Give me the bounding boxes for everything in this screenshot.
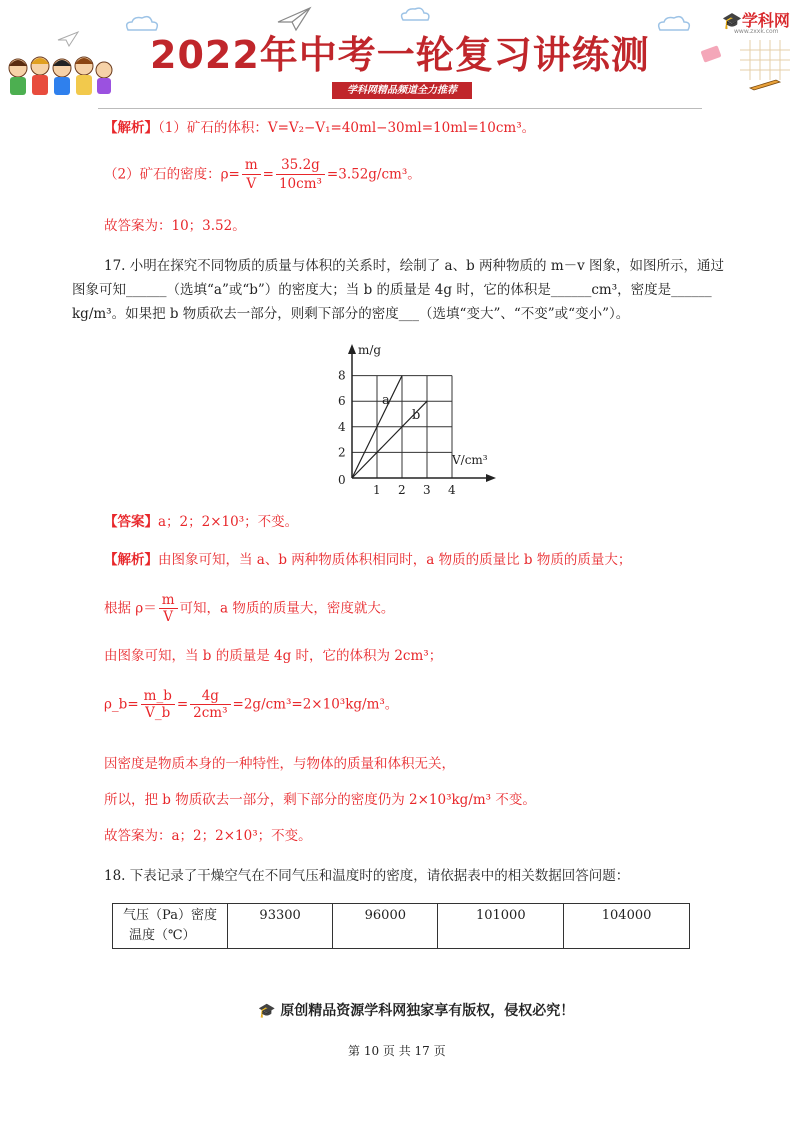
solution17-line3: 由图象可知，当 b 的质量是 4g 时，它的体积为 2cm³； xyxy=(104,648,443,664)
solution17-line4: ρ_b= $\frac{m\_b}{V\_b}$ = $\frac{4g}{\text{2cm³}}$ =2g/cm³=2×10³kg/m³。 xyxy=(104,688,399,721)
rho-b-formula: $\frac{m\_b}{V\_b}$ xyxy=(141,688,175,721)
density-calc: $\frac{35.2g}{\text{10cm³}}$ xyxy=(276,156,325,193)
header-divider xyxy=(98,108,702,109)
solution-tag: 【解析】 xyxy=(104,120,158,136)
solution17-line2: 根据 ρ＝ $\frac{m}{V}$ 可知，a 物质的质量大，密度就大。 xyxy=(104,592,395,625)
density-formula: $\frac{m}{V}$ xyxy=(242,156,261,193)
question17-line1: 17. 小明在探究不同物质的质量与体积的关系时，绘制了 a、b 两种物质的 m－v 图象，如图所示，通过 xyxy=(104,258,725,274)
question18-line1: 18. 下表记录了干燥空气在不同气压和温度时的密度，请依据表中的相关数据回答问题： xyxy=(104,868,630,884)
rho-b-calc: $\frac{4g}{\text{2cm³}}$ xyxy=(190,688,230,721)
solution16-answer: 故答案为：10；3.52。 xyxy=(104,218,246,234)
y-tick-label: 6 xyxy=(338,394,346,409)
origin-label: 0 xyxy=(338,473,346,487)
answer17: 【答案】a；2；2×10³；不变。 xyxy=(104,514,299,530)
question17-line3: kg/m³。如果把 b 物质砍去一部分，则剩下部分的密度___（选填“变大”、“不变”或“变小”）。 xyxy=(72,306,630,322)
mv-graph xyxy=(330,340,510,500)
solution16-line2: （2）矿石的密度：ρ= $\frac{m}{V}$ = $\frac{35.2g}{\text{10cm³}}$ =3.52g/cm³。 xyxy=(104,157,421,192)
header-title: 2022年中考一轮复习讲练测 xyxy=(150,33,650,77)
x-axis-arrow xyxy=(486,474,496,482)
site-logo: 🎓学科网 xyxy=(722,11,790,30)
solution16-line1: 【解析】（1）矿石的体积：V=V₂−V₁=40ml−30ml=10ml=10cm³。 xyxy=(104,120,536,136)
table-cell: 104000 xyxy=(564,904,690,949)
y-axis-arrow xyxy=(348,344,356,354)
density-table xyxy=(112,903,690,949)
y-tick-label: 8 xyxy=(338,368,346,383)
page-number: 第 10 页 共 17 页 xyxy=(348,1044,446,1058)
graduation-cap-icon: 🎓 xyxy=(722,11,742,30)
x-tick-label: 1 xyxy=(373,483,381,497)
grid-decoration xyxy=(740,40,790,80)
site-url: www.zxxk.com xyxy=(734,28,779,35)
rho-formula: $\frac{m}{V}$ xyxy=(159,592,178,625)
x-tick-label: 4 xyxy=(448,483,456,497)
copyright-notice: 🎓 原创精品资源学科网独家享有版权，侵权必究！ xyxy=(258,1003,575,1019)
solution17-answer: 故答案为：a；2；2×10³；不变。 xyxy=(104,828,312,844)
y-tick-label: 2 xyxy=(338,445,346,460)
solution17-line6: 所以，把 b 物质砍去一部分，剩下部分的密度仍为 2×10³kg/m³ 不变。 xyxy=(104,792,536,808)
series-label-b: b xyxy=(412,408,421,424)
question17-line2: 图象可知______（选填“a”或“b”）的密度大；当 b 的质量是 4g 时，它的体积是______cm³，密度是______ xyxy=(72,282,712,298)
solution-tag: 【解析】 xyxy=(104,552,158,568)
mascot-icon: 🎓 xyxy=(258,1003,276,1019)
x-tick-label: 2 xyxy=(398,483,406,497)
series-label-a: a xyxy=(382,392,390,408)
cloud-icon xyxy=(654,14,692,34)
y-axis-label: m/g xyxy=(358,343,382,357)
table-row xyxy=(113,904,690,949)
x-tick-label: 3 xyxy=(423,483,431,497)
x-axis-label: V/cm³ xyxy=(452,453,488,467)
answer-tag: 【答案】 xyxy=(104,514,158,530)
cloud-icon xyxy=(398,6,432,24)
eraser-icon xyxy=(700,44,724,64)
paper-plane-icon xyxy=(56,30,80,48)
y-tick-label: 4 xyxy=(338,419,346,434)
solution17-line5: 因密度是物质本身的一种特性，与物体的质量和体积无关， xyxy=(104,756,455,772)
table-cell: 96000 xyxy=(333,904,438,949)
header-banner: 学科网精品频道全力推荐 xyxy=(332,82,472,99)
table-header-cell: 气压（Pa）密度 温度（℃） xyxy=(113,904,228,949)
table-cell: 93300 xyxy=(228,904,333,949)
table-cell: 101000 xyxy=(438,904,564,949)
children-illustration xyxy=(4,52,114,102)
solution17-line1: 【解析】由图象可知，当 a、b 两种物质体积相同时，a 物质的质量比 b 物质的质量大； xyxy=(104,552,632,568)
